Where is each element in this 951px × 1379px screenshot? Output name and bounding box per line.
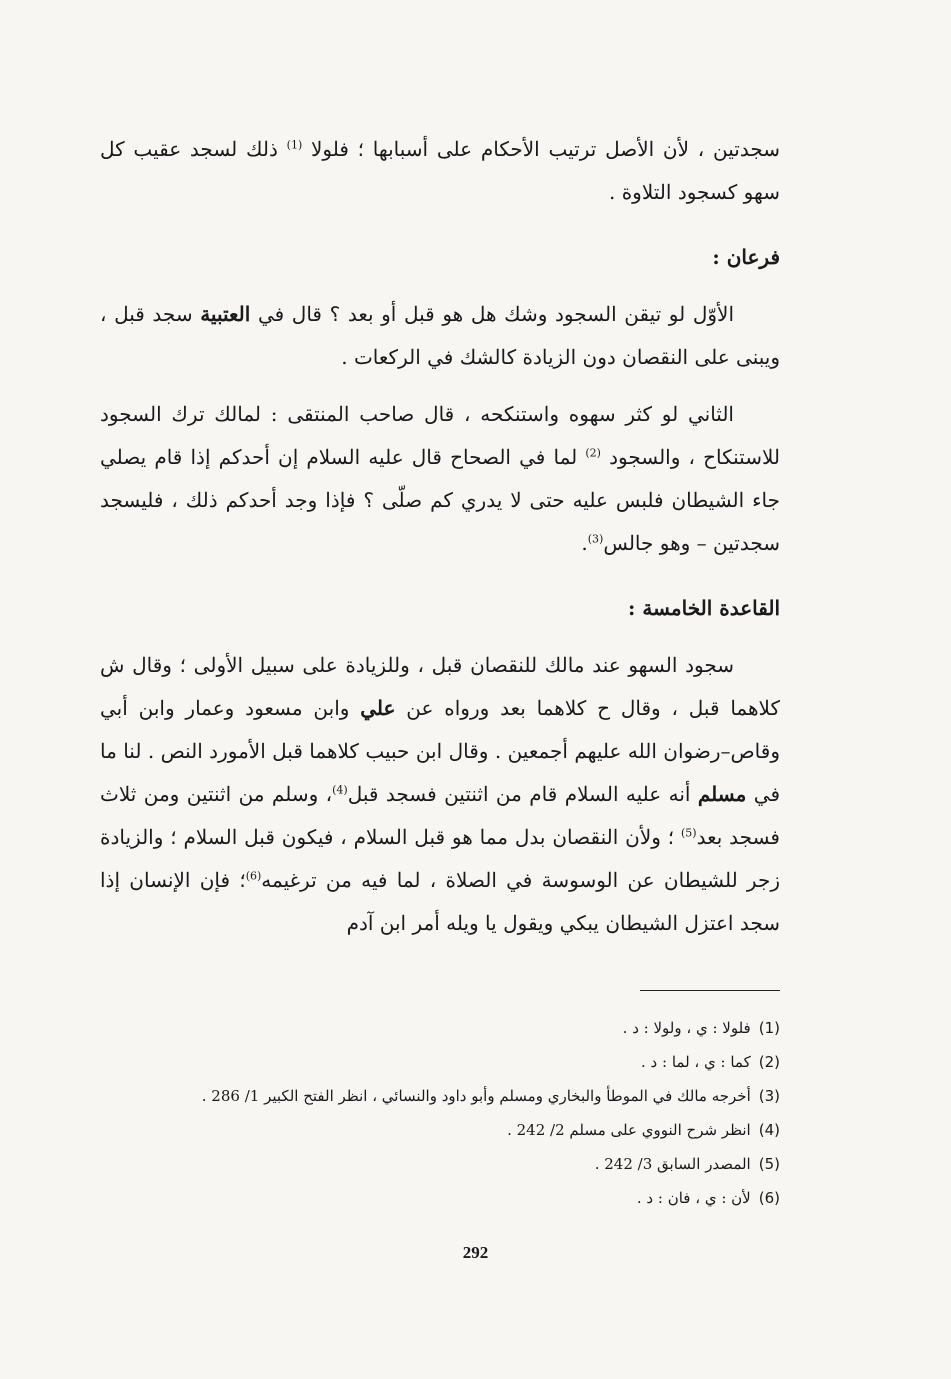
text-run: أنه عليه السلام قام من اثنتين فسجد قبل: [347, 782, 698, 806]
text-run: سجد قبل ، ويبنى على النقصان دون الزيادة كالشك في الركعات .: [100, 302, 780, 369]
footnote-number: (3): [758, 1087, 780, 1105]
footnote-text: لأن : ي ، فان : د .: [636, 1189, 751, 1207]
paragraph-3: [100, 393, 780, 565]
keyword: العتبية: [200, 302, 251, 326]
text-run: ؛ فإن الإنسان إذا سجد اعتزل الشيطان يبكي ويقول يا ويله أمر ابن آدم: [100, 868, 780, 935]
footnote-number: (6): [758, 1189, 780, 1207]
paragraph-2: [100, 293, 780, 379]
text-run: وابن مسعود وعمار وابن أبي وقاص–رضوان الله عليهم أجمعين . وقال ابن حبيب كلاهما قبل الأمورد النص . لنا ما في: [100, 696, 781, 806]
footnote-text: انظر شرح النووي على مسلم 2/ 242 .: [507, 1121, 751, 1139]
keyword: علي: [360, 696, 396, 720]
footnote-number: (1): [758, 1019, 780, 1037]
footnote-item: [100, 1147, 780, 1181]
paragraph-1: [100, 128, 780, 214]
footnote-text: كما : ي ، لما : د .: [641, 1053, 751, 1071]
text-run: الثاني لو كثر سهوه واستنكحه ، قال صاحب المنتقى : لمالك ترك السجود للاستنكاح ، والسجود: [100, 402, 780, 469]
text-run: ؛ ولأن النقصان بدل مما هو قبل السلام ، فيكون قبل السلام ؛ والزيادة زجر للشيطان عن الوسوسة في الصلاة ، لما فيه من ترغيمه: [100, 825, 780, 892]
text-run: سجدتين ، لأن الأصل ترتيب الأحكام على أسبابها ؛ فلولا: [302, 137, 780, 161]
footnote-item: [100, 1113, 780, 1147]
section-heading-2: القاعدة الخامسة :: [627, 596, 780, 620]
footnote-item: [100, 1181, 780, 1215]
text-run: سجود السهو عند مالك للنقصان قبل ، وللزيادة على سبيل الأولى ؛ وقال ش كلاهما قبل ، وقال ح كلاهما بعد ورواه عن: [100, 653, 780, 720]
footnote-ref-3: (3): [587, 532, 604, 546]
main-text: [100, 128, 780, 945]
footnote-number: (4): [758, 1121, 780, 1139]
footnote-ref-5: (5): [681, 826, 697, 840]
footnote-number: (5): [758, 1155, 780, 1173]
footnote-ref-6: (6): [245, 869, 262, 883]
footnote-separator: [640, 990, 780, 991]
footnote-text: فلولا : ي ، ولولا : د .: [622, 1019, 751, 1037]
footnote-number: (2): [758, 1053, 780, 1071]
text-run: لما في الصحاح قال عليه السلام إن أحدكم إذا قام يصلي جاء الشيطان فلبس عليه حتى لا يدري كم صلّى ؟ فإذا وجد أحدكم ذلك ، فليسجد سجدتين – وهو جالس: [100, 445, 780, 555]
footnotes: [100, 1011, 780, 1215]
text-run: الأوّل لو تيقن السجود وشك هل هو قبل أو بعد ؟ قال في: [250, 302, 734, 326]
footnote-text: أخرجه مالك في الموطأ والبخاري ومسلم وأبو داود والنسائي ، انظر الفتح الكبير 1/ 286 .: [201, 1087, 751, 1105]
footnote-item: [100, 1079, 780, 1113]
page-number: 292: [462, 1243, 489, 1262]
text-run: ذلك لسجد عقيب كل سهو كسجود التلاوة .: [100, 137, 780, 204]
footnote-item: [100, 1011, 780, 1045]
footnote-text: المصدر السابق 3/ 242 .: [594, 1155, 751, 1173]
text-run: .: [581, 531, 588, 555]
footnote-ref-1: (1): [286, 138, 303, 152]
keyword: مسلم: [697, 782, 747, 806]
text-run: ، وسلم من اثنتين ومن ثلاث فسجد بعد: [100, 782, 780, 849]
footnote-item: [100, 1045, 780, 1079]
section-heading-1: فرعان :: [712, 245, 780, 269]
footnote-ref-2: (2): [585, 446, 601, 460]
footnote-ref-4: (4): [332, 783, 348, 797]
paragraph-4: [100, 644, 780, 945]
